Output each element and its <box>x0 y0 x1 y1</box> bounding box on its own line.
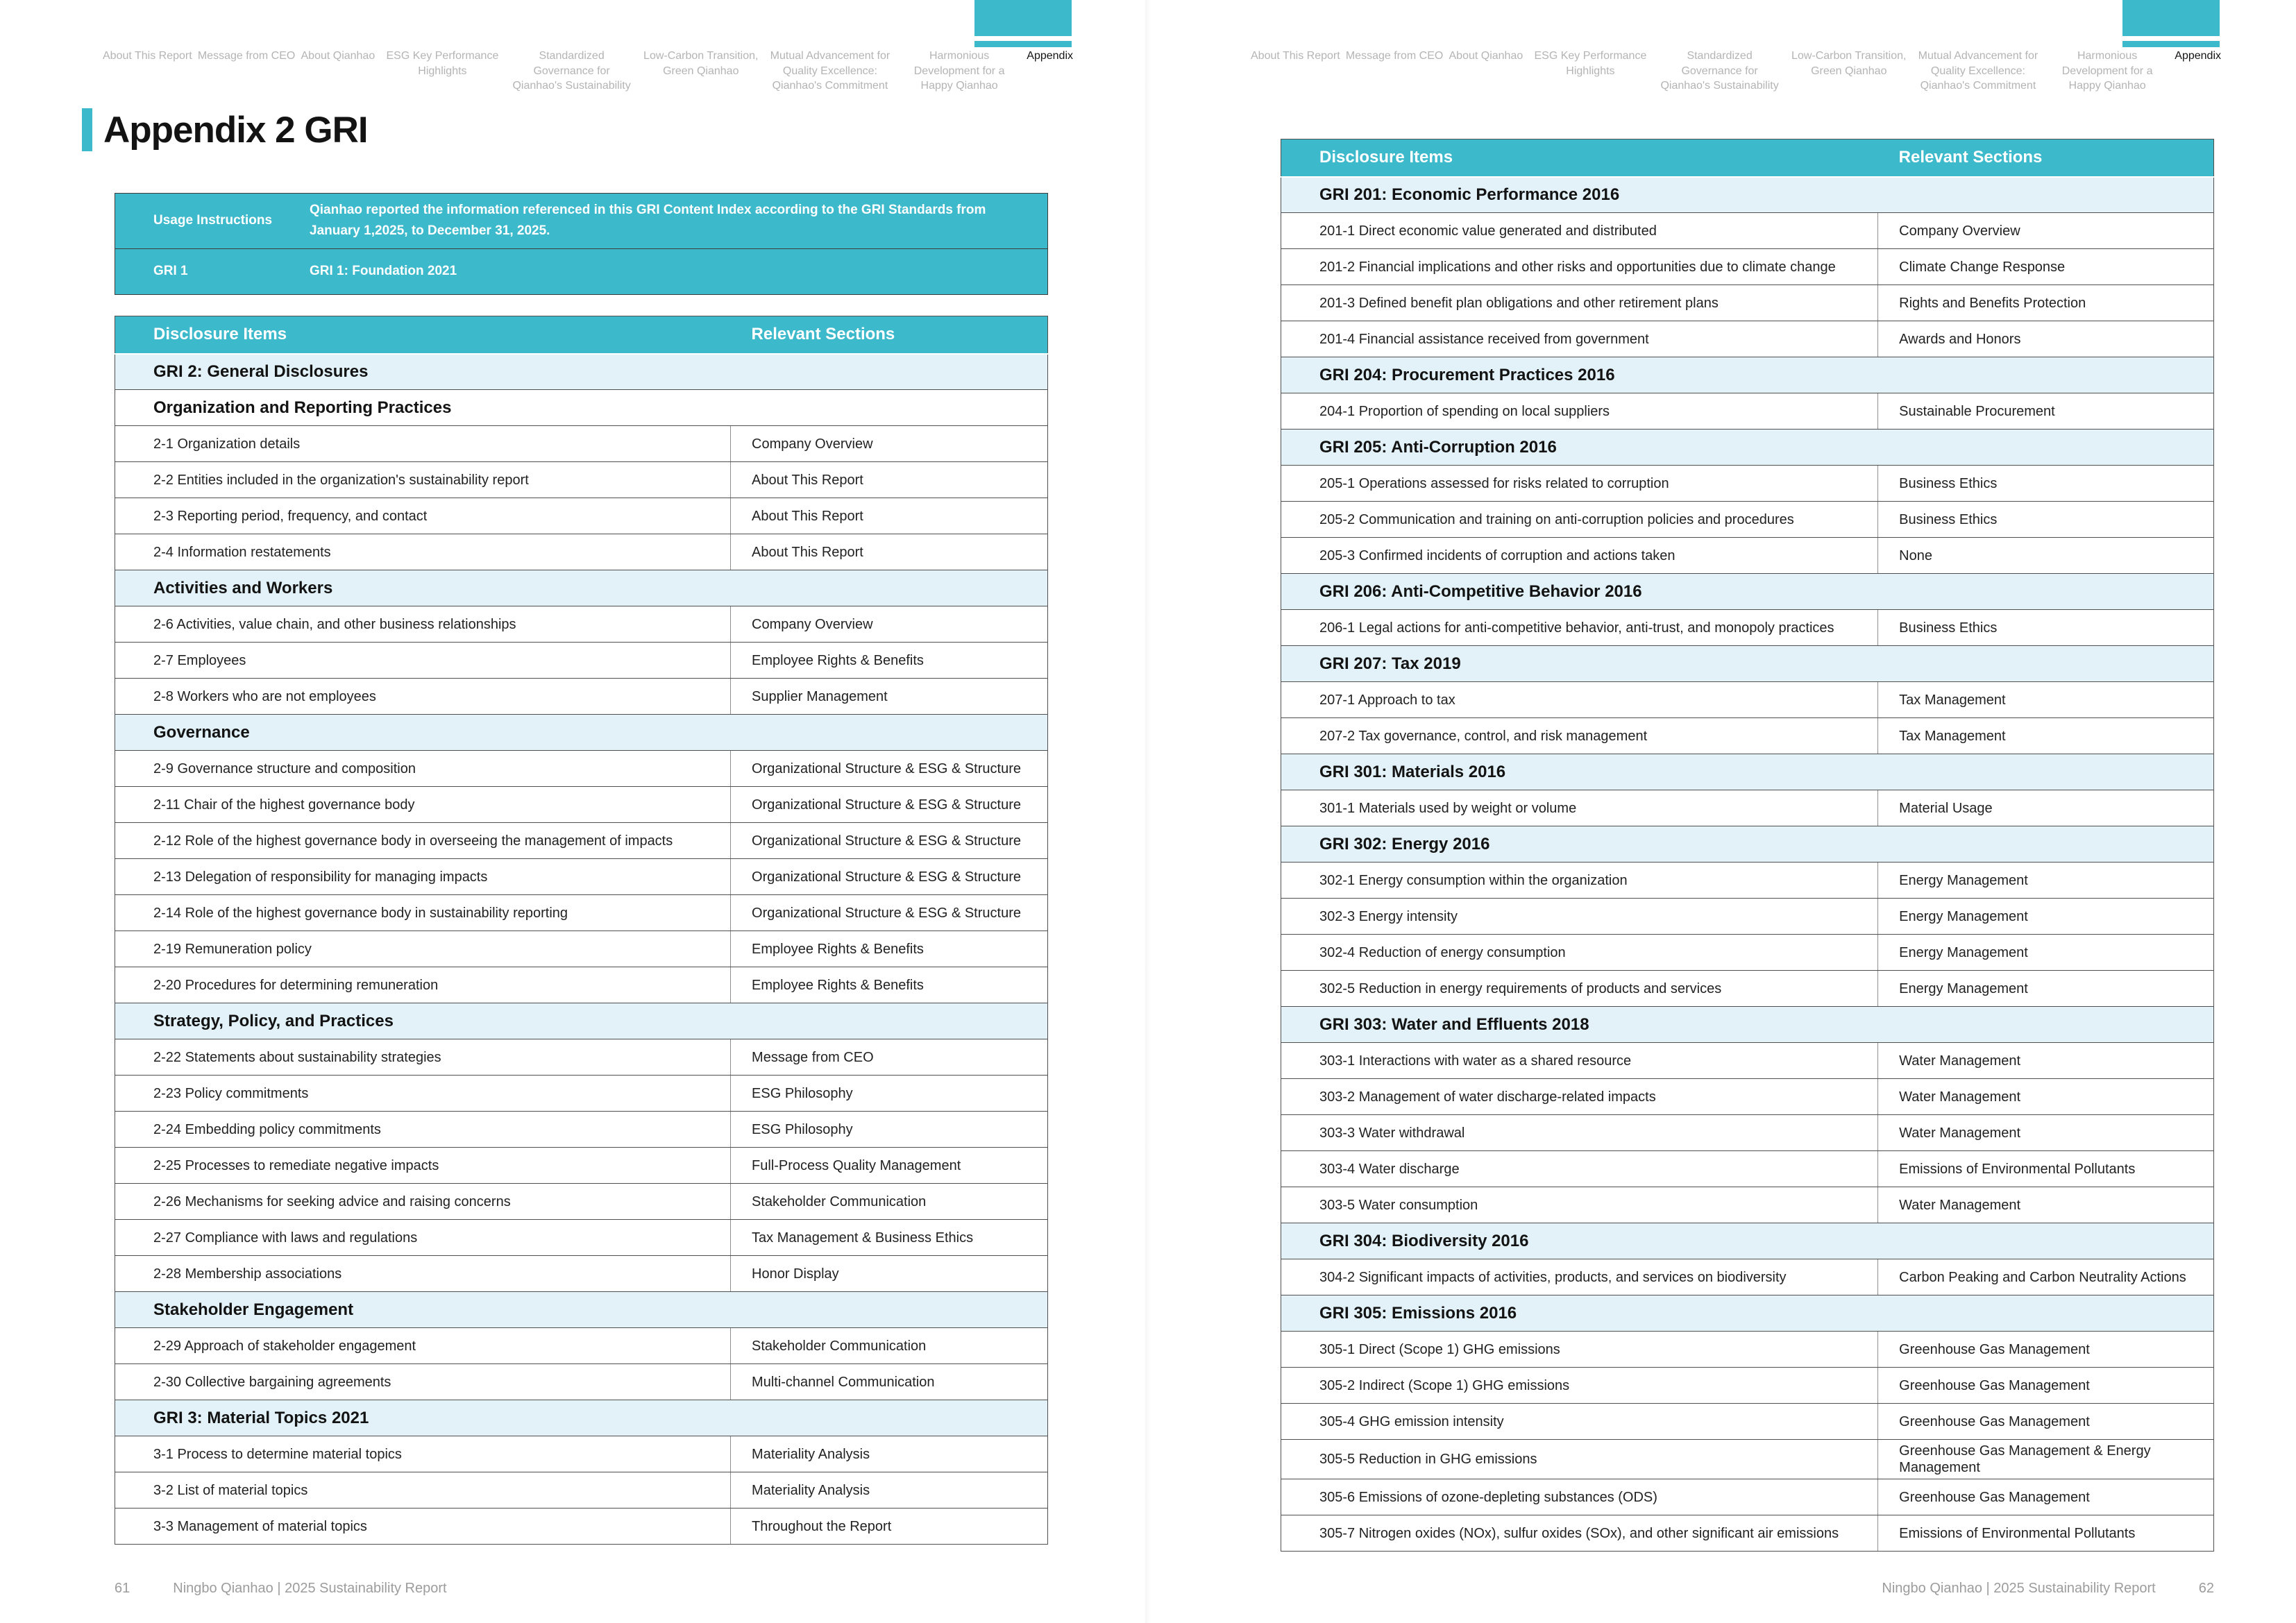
appendix-chapter-tab <box>974 0 1072 47</box>
relevant-section-cell: About This Report <box>731 498 1048 534</box>
disclosure-row <box>115 643 1048 679</box>
section-header-row <box>1281 357 2214 393</box>
title-block <box>82 108 368 151</box>
nav-item[interactable]: Harmonious Development for a Happy Qianhao <box>913 50 1005 92</box>
disclosure-item-cell: 201-4 Financial assistance received from government <box>1281 321 1878 357</box>
nav-item[interactable]: ESG Key Performance Highlights <box>1534 50 1647 77</box>
disclosure-row <box>115 859 1048 895</box>
disclosure-row <box>115 1076 1048 1112</box>
disclosure-item-cell: 303-3 Water withdrawal <box>1281 1115 1878 1151</box>
relevant-section-cell: Throughout the Report <box>731 1509 1048 1545</box>
section-header-cell: Activities and Workers <box>115 570 1048 606</box>
section-header-cell: Stakeholder Engagement <box>115 1292 1048 1328</box>
disclosure-item-cell: 2-9 Governance structure and composition <box>115 751 731 787</box>
relevant-section-cell: About This Report <box>731 534 1048 570</box>
relevant-section-cell: Employee Rights & Benefits <box>731 931 1048 967</box>
disclosure-item-cell: 303-4 Water discharge <box>1281 1151 1878 1187</box>
nav-item[interactable]: Mutual Advancement for Quality Excellence: Qianhao's Commitment <box>770 50 890 92</box>
relevant-section-cell: Tax Management <box>1878 718 2214 754</box>
nav-item[interactable]: Standardized Governance for Qianhao's Sustainability <box>512 50 631 92</box>
chapter-tab-block <box>2122 0 2220 36</box>
disclosure-row <box>1281 538 2214 574</box>
footer-report-title: Ningbo Qianhao | 2025 Sustainability Report <box>1882 1581 2156 1596</box>
disclosure-item-cell: 2-13 Delegation of responsibility for managing impacts <box>115 859 731 895</box>
disclosure-row <box>1281 249 2214 285</box>
disclosure-item-cell: 304-2 Significant impacts of activities, products, and services on biodiversity <box>1281 1259 1878 1295</box>
disclosure-item-cell: 204-1 Proportion of spending on local suppliers <box>1281 393 1878 430</box>
top-navigation <box>103 46 1073 94</box>
relevant-section-cell: Tax Management <box>1878 682 2214 718</box>
disclosure-row <box>1281 1079 2214 1115</box>
section-header-row <box>1281 646 2214 682</box>
disclosure-item-cell: 305-1 Direct (Scope 1) GHG emissions <box>1281 1332 1878 1368</box>
section-header-row <box>1281 1223 2214 1259</box>
disclosure-item-cell: 2-23 Policy commitments <box>115 1076 731 1112</box>
disclosure-row <box>115 751 1048 787</box>
relevant-section-cell: Emissions of Environmental Pollutants <box>1878 1151 2214 1187</box>
disclosure-item-cell: 2-26 Mechanisms for seeking advice and raising concerns <box>115 1184 731 1220</box>
page-title: Appendix 2 GRI <box>103 109 368 151</box>
disclosure-item-cell: 303-1 Interactions with water as a shared resource <box>1281 1043 1878 1079</box>
relevant-section-cell: Stakeholder Communication <box>731 1184 1048 1220</box>
disclosure-item-cell: 3-3 Management of material topics <box>115 1509 731 1545</box>
chapter-tab-strip <box>974 41 1072 47</box>
nav-item[interactable]: Message from CEO <box>1345 50 1444 62</box>
relevant-section-cell: Company Overview <box>731 606 1048 643</box>
relevant-section-cell: Employee Rights & Benefits <box>731 967 1048 1003</box>
disclosure-row <box>1281 321 2214 357</box>
disclosure-row <box>115 1364 1048 1400</box>
disclosure-row <box>1281 935 2214 971</box>
usage-row <box>115 194 1047 248</box>
relevant-section-cell: Sustainable Procurement <box>1878 393 2214 430</box>
disclosure-item-cell: 206-1 Legal actions for anti-competitive behavior, anti-trust, and monopoly practices <box>1281 610 1878 646</box>
relevant-section-cell: Energy Management <box>1878 971 2214 1007</box>
disclosure-row <box>1281 502 2214 538</box>
disclosure-row <box>1281 1187 2214 1223</box>
disclosure-item-cell: 2-27 Compliance with laws and regulations <box>115 1220 731 1256</box>
gri-table-left <box>115 316 1048 1545</box>
section-header-row <box>115 390 1048 426</box>
disclosure-item-cell: 2-30 Collective bargaining agreements <box>115 1364 731 1400</box>
disclosure-row <box>115 1220 1048 1256</box>
section-header-row <box>115 1003 1048 1039</box>
relevant-section-cell: Organizational Structure & ESG & Structure <box>731 751 1048 787</box>
page-number: 61 <box>115 1581 130 1596</box>
column-header-disclosure-items: Disclosure Items <box>1281 139 1878 177</box>
disclosure-item-cell: 305-7 Nitrogen oxides (NOx), sulfur oxides (SOx), and other significant air emissions <box>1281 1515 1878 1552</box>
section-header-cell: GRI 3: Material Topics 2021 <box>115 1400 1048 1436</box>
usage-row-label: Usage Instructions <box>153 213 273 228</box>
section-header-cell: GRI 302: Energy 2016 <box>1281 826 2214 863</box>
disclosure-item-cell: 205-2 Communication and training on anti-corruption policies and procedures <box>1281 502 1878 538</box>
relevant-section-cell: Company Overview <box>731 426 1048 462</box>
section-header-row <box>115 1400 1048 1436</box>
chapter-tab-strip <box>2122 41 2220 47</box>
disclosure-item-cell: 2-8 Workers who are not employees <box>115 679 731 715</box>
disclosure-item-cell: 305-6 Emissions of ozone-depleting substances (ODS) <box>1281 1479 1878 1515</box>
nav-item[interactable]: About Qianhao <box>1449 50 1523 62</box>
disclosure-row <box>1281 610 2214 646</box>
usage-row <box>115 248 1047 294</box>
disclosure-row <box>115 534 1048 570</box>
disclosure-item-cell: 2-1 Organization details <box>115 426 731 462</box>
disclosure-item-cell: 2-14 Role of the highest governance body in sustainability reporting <box>115 895 731 931</box>
disclosure-row <box>1281 899 2214 935</box>
disclosure-row <box>115 967 1048 1003</box>
disclosure-row <box>115 1436 1048 1472</box>
nav-item[interactable]: Message from CEO <box>197 50 296 62</box>
nav-item[interactable]: ESG Key Performance Highlights <box>386 50 499 77</box>
disclosure-item-cell: 2-12 Role of the highest governance body in overseeing the management of impacts <box>115 823 731 859</box>
disclosure-item-cell: 207-2 Tax governance, control, and risk management <box>1281 718 1878 754</box>
section-header-row <box>1281 1007 2214 1043</box>
relevant-section-cell: Business Ethics <box>1878 466 2214 502</box>
disclosure-item-cell: 305-5 Reduction in GHG emissions <box>1281 1440 1878 1479</box>
disclosure-item-cell: 207-1 Approach to tax <box>1281 682 1878 718</box>
disclosure-row <box>115 1112 1048 1148</box>
column-header-relevant-sections: Relevant Sections <box>1878 139 2214 177</box>
section-header-row <box>115 715 1048 751</box>
disclosure-item-cell: 2-7 Employees <box>115 643 731 679</box>
nav-item-active[interactable]: Appendix <box>2175 50 2221 62</box>
nav-item[interactable]: Low-Carbon Transition, Green Qianhao <box>643 50 759 77</box>
disclosure-item-cell: 302-3 Energy intensity <box>1281 899 1878 935</box>
section-header-cell: GRI 206: Anti-Competitive Behavior 2016 <box>1281 574 2214 610</box>
relevant-section-cell: Stakeholder Communication <box>731 1328 1048 1364</box>
disclosure-item-cell: 303-2 Management of water discharge-related impacts <box>1281 1079 1878 1115</box>
disclosure-item-cell: 2-25 Processes to remediate negative impacts <box>115 1148 731 1184</box>
relevant-section-cell: Business Ethics <box>1878 502 2214 538</box>
relevant-section-cell: Organizational Structure & ESG & Structure <box>731 859 1048 895</box>
disclosure-row <box>1281 971 2214 1007</box>
disclosure-row <box>1281 1151 2214 1187</box>
relevant-section-cell: Greenhouse Gas Management <box>1878 1404 2214 1440</box>
section-header-row <box>115 354 1048 390</box>
section-header-row <box>1281 754 2214 790</box>
relevant-section-cell: Organizational Structure & ESG & Structure <box>731 895 1048 931</box>
disclosure-row <box>115 498 1048 534</box>
disclosure-row <box>1281 285 2214 321</box>
section-header-cell: Organization and Reporting Practices <box>115 390 1048 426</box>
relevant-section-cell: Materiality Analysis <box>731 1436 1048 1472</box>
disclosure-item-cell: 302-5 Reduction in energy requirements of products and services <box>1281 971 1878 1007</box>
disclosure-row <box>1281 1332 2214 1368</box>
relevant-section-cell: Water Management <box>1878 1187 2214 1223</box>
disclosure-item-cell: 201-3 Defined benefit plan obligations and other retirement plans <box>1281 285 1878 321</box>
section-header-cell: GRI 207: Tax 2019 <box>1281 646 2214 682</box>
disclosure-item-cell: 2-29 Approach of stakeholder engagement <box>115 1328 731 1364</box>
disclosure-item-cell: 205-1 Operations assessed for risks related to corruption <box>1281 466 1878 502</box>
disclosure-row <box>1281 1440 2214 1479</box>
disclosure-row <box>1281 393 2214 430</box>
relevant-section-cell: Honor Display <box>731 1256 1048 1292</box>
relevant-section-cell: ESG Philosophy <box>731 1112 1048 1148</box>
section-header-row <box>115 1292 1048 1328</box>
section-header-cell: GRI 201: Economic Performance 2016 <box>1281 177 2214 213</box>
table-header-row <box>115 316 1048 354</box>
disclosure-item-cell: 2-28 Membership associations <box>115 1256 731 1292</box>
relevant-section-cell: Greenhouse Gas Management & Energy Management <box>1878 1440 2214 1479</box>
disclosure-row <box>115 1184 1048 1220</box>
disclosure-row <box>1281 1479 2214 1515</box>
column-header-relevant-sections: Relevant Sections <box>731 316 1048 354</box>
relevant-section-cell: Water Management <box>1878 1079 2214 1115</box>
relevant-section-cell: Awards and Honors <box>1878 321 2214 357</box>
relevant-section-cell: Supplier Management <box>731 679 1048 715</box>
chapter-tab-block <box>974 0 1072 36</box>
relevant-section-cell: Rights and Benefits Protection <box>1878 285 2214 321</box>
relevant-section-cell: Energy Management <box>1878 899 2214 935</box>
relevant-section-cell: Material Usage <box>1878 790 2214 826</box>
relevant-section-cell: Organizational Structure & ESG & Structure <box>731 823 1048 859</box>
relevant-section-cell: Energy Management <box>1878 863 2214 899</box>
disclosure-row <box>115 426 1048 462</box>
nav-item[interactable]: Mutual Advancement for Quality Excellence: Qianhao's Commitment <box>1918 50 2038 92</box>
disclosure-row <box>1281 466 2214 502</box>
usage-row-text: Qianhao reported the information referenced in this GRI Content Index according to the GRI Standards from January 1,2025, to December 31, 2025. <box>310 203 986 239</box>
disclosure-item-cell: 2-11 Chair of the highest governance body <box>115 787 731 823</box>
disclosure-item-cell: 3-1 Process to determine material topics <box>115 1436 731 1472</box>
relevant-section-cell: None <box>1878 538 2214 574</box>
nav-item[interactable]: Low-Carbon Transition, Green Qianhao <box>1791 50 1907 77</box>
relevant-section-cell: Tax Management & Business Ethics <box>731 1220 1048 1256</box>
disclosure-row <box>115 606 1048 643</box>
relevant-section-cell: Emissions of Environmental Pollutants <box>1878 1515 2214 1552</box>
relevant-section-cell: Water Management <box>1878 1115 2214 1151</box>
nav-item-active[interactable]: Appendix <box>1027 50 1073 62</box>
disclosure-item-cell: 3-2 List of material topics <box>115 1472 731 1509</box>
section-header-row <box>115 570 1048 606</box>
relevant-section-cell: Company Overview <box>1878 213 2214 249</box>
section-header-row <box>1281 177 2214 213</box>
section-header-cell: Strategy, Policy, and Practices <box>115 1003 1048 1039</box>
page-number: 62 <box>2198 1581 2214 1596</box>
disclosure-item-cell: 205-3 Confirmed incidents of corruption and actions taken <box>1281 538 1878 574</box>
disclosure-row <box>1281 1368 2214 1404</box>
section-header-cell: GRI 204: Procurement Practices 2016 <box>1281 357 2214 393</box>
page-footer <box>1882 1581 2214 1597</box>
nav-item[interactable]: Standardized Governance for Qianhao's Sustainability <box>1660 50 1779 92</box>
section-header-cell: GRI 301: Materials 2016 <box>1281 754 2214 790</box>
relevant-section-cell: Employee Rights & Benefits <box>731 643 1048 679</box>
relevant-section-cell: Climate Change Response <box>1878 249 2214 285</box>
usage-row-label: GRI 1 <box>153 264 188 279</box>
disclosure-row <box>115 931 1048 967</box>
nav-item[interactable]: About Qianhao <box>301 50 375 62</box>
disclosure-row <box>1281 718 2214 754</box>
page-footer <box>115 1581 447 1597</box>
nav-item[interactable]: Harmonious Development for a Happy Qianhao <box>2061 50 2153 92</box>
relevant-section-cell: Organizational Structure & ESG & Structure <box>731 787 1048 823</box>
disclosure-item-cell: 302-1 Energy consumption within the organization <box>1281 863 1878 899</box>
section-header-cell: Governance <box>115 715 1048 751</box>
disclosure-item-cell: 305-2 Indirect (Scope 1) GHG emissions <box>1281 1368 1878 1404</box>
relevant-section-cell: Multi-channel Communication <box>731 1364 1048 1400</box>
section-header-cell: GRI 305: Emissions 2016 <box>1281 1295 2214 1332</box>
disclosure-row <box>115 1328 1048 1364</box>
disclosure-item-cell: 2-24 Embedding policy commitments <box>115 1112 731 1148</box>
disclosure-row <box>115 787 1048 823</box>
section-header-cell: GRI 304: Biodiversity 2016 <box>1281 1223 2214 1259</box>
disclosure-row <box>1281 1404 2214 1440</box>
section-header-cell: GRI 2: General Disclosures <box>115 354 1048 390</box>
disclosure-row <box>1281 1259 2214 1295</box>
disclosure-row <box>115 1148 1048 1184</box>
usage-instructions-box <box>115 193 1048 295</box>
disclosure-row <box>1281 213 2214 249</box>
appendix-chapter-tab <box>2122 0 2220 47</box>
section-header-row <box>1281 826 2214 863</box>
section-header-row <box>1281 430 2214 466</box>
disclosure-row <box>115 895 1048 931</box>
section-header-cell: GRI 303: Water and Effluents 2018 <box>1281 1007 2214 1043</box>
section-header-row <box>1281 1295 2214 1332</box>
footer-report-title: Ningbo Qianhao | 2025 Sustainability Report <box>173 1581 447 1596</box>
disclosure-item-cell: 2-22 Statements about sustainability strategies <box>115 1039 731 1076</box>
disclosure-row <box>115 1256 1048 1292</box>
relevant-section-cell: Carbon Peaking and Carbon Neutrality Actions <box>1878 1259 2214 1295</box>
disclosure-item-cell: 301-1 Materials used by weight or volume <box>1281 790 1878 826</box>
usage-row-text: GRI 1: Foundation 2021 <box>310 264 457 279</box>
relevant-section-cell: Water Management <box>1878 1043 2214 1079</box>
disclosure-item-cell: 201-2 Financial implications and other risks and opportunities due to climate change <box>1281 249 1878 285</box>
title-accent-bar <box>82 108 92 151</box>
nav-item[interactable]: About This Report <box>1251 50 1340 62</box>
disclosure-row <box>115 462 1048 498</box>
gri-table-right <box>1281 139 2214 1552</box>
disclosure-row <box>115 1509 1048 1545</box>
disclosure-row <box>115 679 1048 715</box>
relevant-section-cell: Energy Management <box>1878 935 2214 971</box>
table-header-row <box>1281 139 2214 177</box>
disclosure-item-cell: 305-4 GHG emission intensity <box>1281 1404 1878 1440</box>
relevant-section-cell: Greenhouse Gas Management <box>1878 1368 2214 1404</box>
disclosure-item-cell: 201-1 Direct economic value generated and distributed <box>1281 213 1878 249</box>
relevant-section-cell: Greenhouse Gas Management <box>1878 1332 2214 1368</box>
disclosure-item-cell: 2-20 Procedures for determining remuneration <box>115 967 731 1003</box>
relevant-section-cell: About This Report <box>731 462 1048 498</box>
disclosure-row <box>1281 682 2214 718</box>
disclosure-row <box>115 1472 1048 1509</box>
disclosure-item-cell: 2-6 Activities, value chain, and other business relationships <box>115 606 731 643</box>
page-fold-shadow <box>1145 0 1151 1623</box>
relevant-section-cell: ESG Philosophy <box>731 1076 1048 1112</box>
relevant-section-cell: Full-Process Quality Management <box>731 1148 1048 1184</box>
disclosure-item-cell: 2-4 Information restatements <box>115 534 731 570</box>
column-header-disclosure-items: Disclosure Items <box>115 316 731 354</box>
disclosure-row <box>1281 1115 2214 1151</box>
relevant-section-cell: Greenhouse Gas Management <box>1878 1479 2214 1515</box>
relevant-section-cell: Business Ethics <box>1878 610 2214 646</box>
section-header-row <box>1281 574 2214 610</box>
disclosure-row <box>1281 1043 2214 1079</box>
top-navigation <box>1251 46 2221 94</box>
disclosure-row <box>1281 790 2214 826</box>
relevant-section-cell: Message from CEO <box>731 1039 1048 1076</box>
disclosure-row <box>115 823 1048 859</box>
disclosure-item-cell: 2-2 Entities included in the organization's sustainability report <box>115 462 731 498</box>
disclosure-item-cell: 303-5 Water consumption <box>1281 1187 1878 1223</box>
disclosure-row <box>115 1039 1048 1076</box>
page-right <box>1148 0 2296 1623</box>
relevant-section-cell: Materiality Analysis <box>731 1472 1048 1509</box>
disclosure-item-cell: 2-3 Reporting period, frequency, and contact <box>115 498 731 534</box>
disclosure-row <box>1281 863 2214 899</box>
disclosure-item-cell: 2-19 Remuneration policy <box>115 931 731 967</box>
nav-item[interactable]: About This Report <box>103 50 192 62</box>
disclosure-row <box>1281 1515 2214 1552</box>
disclosure-item-cell: 302-4 Reduction of energy consumption <box>1281 935 1878 971</box>
section-header-cell: GRI 205: Anti-Corruption 2016 <box>1281 430 2214 466</box>
